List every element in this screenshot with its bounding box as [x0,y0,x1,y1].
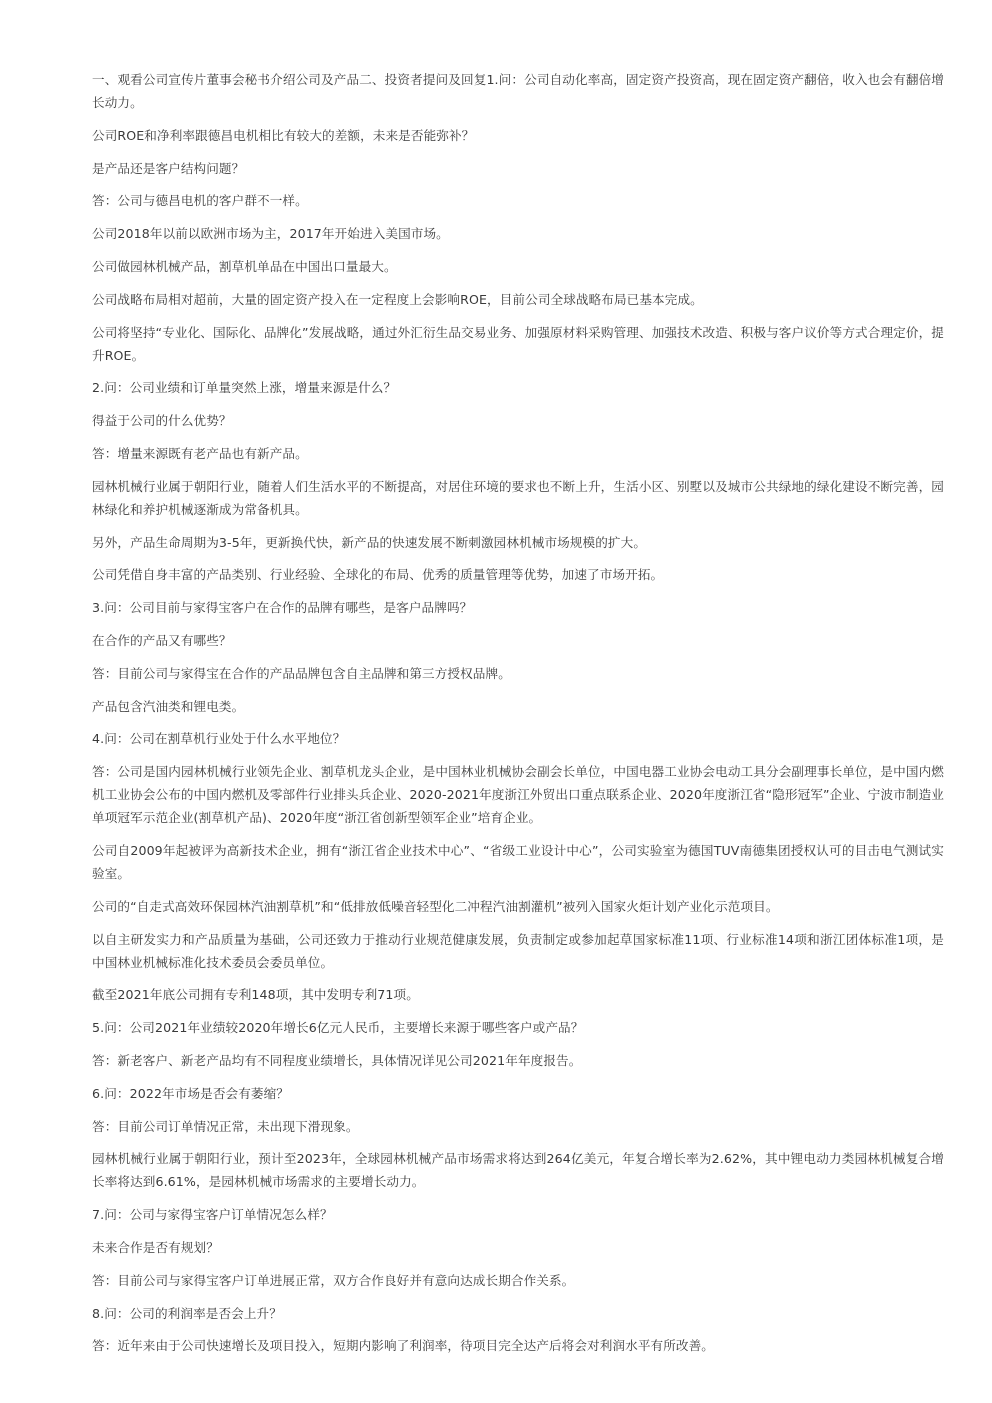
paragraph: 答：公司是国内园林机械行业领先企业、割草机龙头企业，是中国林业机械协会副会长单位，中国电器工业协会电动工具分会副理事长单位，是中国内燃机工业协会公布的中国内燃机及零部件行业排头兵企业、2020-2021年度浙江外贸出口重点联系企业、2020年度浙江省“隐形冠军”企业、宁波市制造业单项冠军示范企业(割草机产品)、2020年度“浙江省创新型领军企业”培育企业。 [92,764,944,826]
paragraph: 以自主研发实力和产品质量为基础，公司还致力于推动行业规范健康发展，负责制定或参加起草国家标准11项、行业标准14项和浙江团体标准1项，是中国林业机械标准化技术委员会委员单位。 [92,931,944,970]
paragraph: 园林机械行业属于朝阳行业，预计至2023年，全球园林机械产品市场需求将达到264亿美元，年复合增长率为2.62%，其中锂电动力类园林机械复合增长率将达到6.61%，是园林机械市场需求的主要增长动力。 [92,1151,944,1190]
paragraph: 公司将坚持“专业化、国际化、品牌化”发展战略，通过外汇衍生品交易业务、加强原材料采购管理、加强技术改造、积极与客户议价等方式合理定价，提升ROE。 [92,324,944,363]
paragraph: 答：公司与德昌电机的客户群不一样。 [92,193,308,209]
paragraph: 得益于公司的什么优势？ [92,413,232,429]
paragraph: 公司战略布局相对超前，大量的固定资产投入在一定程度上会影响ROE，目前公司全球战略布局已基本完成。 [92,291,703,307]
paragraph: 6.问：2022年市场是否会有萎缩？ [92,1085,289,1101]
paragraph: 公司的“自走式高效环保园林汽油割草机”和“低排放低噪音轻型化二冲程汽油割灌机”被列入国家火炬计划产业化示范项目。 [92,898,779,914]
paragraph: 答：目前公司与家得宝客户订单进展正常，双方合作良好并有意向达成长期合作关系。 [92,1272,575,1288]
paragraph: 园林机械行业属于朝阳行业，随着人们生活水平的不断提高，对居住环境的要求也不断上升，生活小区、别墅以及城市公共绿地的绿化建设不断完善，园林绿化和养护机械逐渐成为常备机具。 [92,478,944,517]
paragraph: 一、观看公司宣传片董事会秘书介绍公司及产品二、投资者提问及回复1.问：公司自动化率高，固定资产投资高，现在固定资产翻倍，收入也会有翻倍增长动力。 [92,72,944,110]
paragraph: 公司自2009年起被评为高新技术企业，拥有“浙江省企业技术中心”、“省级工业设计中心”，公司实验室为德国TUV南德集团授权认可的目击电气测试实验室。 [92,842,944,881]
paragraph: 是产品还是客户结构问题？ [92,160,245,176]
paragraph: 在合作的产品又有哪些？ [92,632,232,648]
paragraph: 7.问：公司与家得宝客户订单情况怎么样？ [92,1207,333,1223]
paragraph: 公司ROE和净利率跟德昌电机相比有较大的差额，未来是否能弥补？ [92,127,475,143]
paragraph: 公司2018年以前以欧洲市场为主，2017年开始进入美国市场。 [92,226,449,242]
paragraph: 答：目前公司订单情况正常，未出现下滑现象。 [92,1118,359,1134]
paragraph: 3.问：公司目前与家得宝客户在合作的品牌有哪些，是客户品牌吗？ [92,600,473,616]
document-body [92,68,944,1367]
paragraph: 4.问：公司在割草机行业处于什么水平地位？ [92,731,346,747]
paragraph: 8.问：公司的利润率是否会上升？ [92,1305,282,1321]
paragraph: 截至2021年底公司拥有专利148项，其中发明专利71项。 [92,987,419,1003]
paragraph: 产品包含汽油类和锂电类。 [92,698,245,714]
paragraph: 答：目前公司与家得宝在合作的产品品牌包含自主品牌和第三方授权品牌。 [92,665,511,681]
paragraph: 答：增量来源既有老产品也有新产品。 [92,445,308,461]
paragraph: 答：新老客户、新老产品均有不同程度业绩增长，具体情况详见公司2021年年度报告。 [92,1052,582,1068]
paragraph: 公司凭借自身丰富的产品类别、行业经验、全球化的布局、优秀的质量管理等优势，加速了市场开拓。 [92,567,664,583]
paragraph: 5.问：公司2021年业绩较2020年增长6亿元人民币，主要增长来源于哪些客户或产品？ [92,1020,584,1036]
paragraph: 未来合作是否有规划？ [92,1239,219,1255]
paragraph: 答：近年来由于公司快速增长及项目投入，短期内影响了利润率，待项目完全达产后将会对利润水平有所改善。 [92,1338,714,1354]
paragraph: 另外，产品生命周期为3-5年，更新换代快，新产品的快速发展不断刺激园林机械市场规模的扩大。 [92,534,647,550]
paragraph: 2.问：公司业绩和订单量突然上涨，增量来源是什么？ [92,380,397,396]
paragraph: 公司做园林机械产品，割草机单品在中国出口量最大。 [92,258,397,274]
